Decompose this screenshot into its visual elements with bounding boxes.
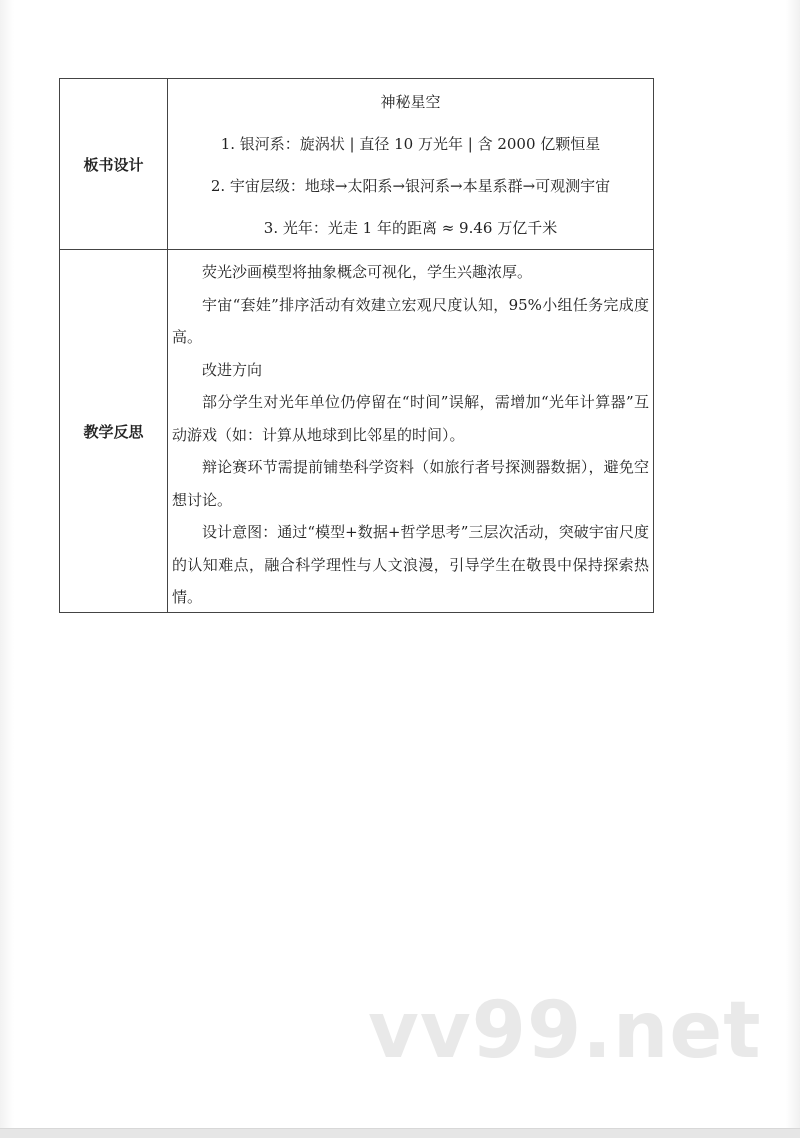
table-row-board-design	[60, 79, 654, 250]
board-design-label: 板书设计	[60, 79, 168, 250]
board-design-content	[168, 79, 654, 250]
reflection-paragraph: 部分学生对光年单位仍停留在“时间”误解，需增加“光年计算器”互动游戏（如：计算从地球到比邻星的时间）。	[172, 393, 649, 444]
board-line-galaxy: 1. 银河系：旋涡状 | 直径 10 万光年 | 含 2000 亿颗恒星	[220, 135, 601, 153]
lesson-table	[59, 78, 654, 613]
reflection-content	[168, 250, 654, 613]
reflection-subheading: 改进方向	[202, 360, 263, 379]
reflection-paragraph: 设计意图：通过“模型+数据+哲学思考”三层次活动，突破宇宙尺度的认知难点，融合科学理性与人文浪漫，引导学生在敬畏中保持探索热情。	[172, 523, 649, 606]
reflection-paragraph: 荧光沙画模型将抽象概念可视化，学生兴趣浓厚。	[202, 263, 533, 281]
reflection-paragraph: 辩论赛环节需提前铺垫科学资料（如旅行者号探测器数据），避免空想讨论。	[172, 458, 649, 509]
board-title: 神秘星空	[380, 93, 441, 111]
reflection-paragraph: 宇宙“套娃”排序活动有效建立宏观尺度认知，95%小组任务完成度高。	[172, 295, 649, 346]
table-row-reflection	[60, 250, 654, 613]
reflection-label: 教学反思	[60, 250, 168, 613]
board-line-light-year: 3. 光年：光走 1 年的距离 ≈ 9.46 万亿千米	[263, 219, 558, 237]
board-line-cosmic-levels: 2. 宇宙层级：地球→太阳系→银河系→本星系群→可观测宇宙	[210, 177, 611, 195]
watermark-text: vv99.net	[368, 986, 762, 1076]
